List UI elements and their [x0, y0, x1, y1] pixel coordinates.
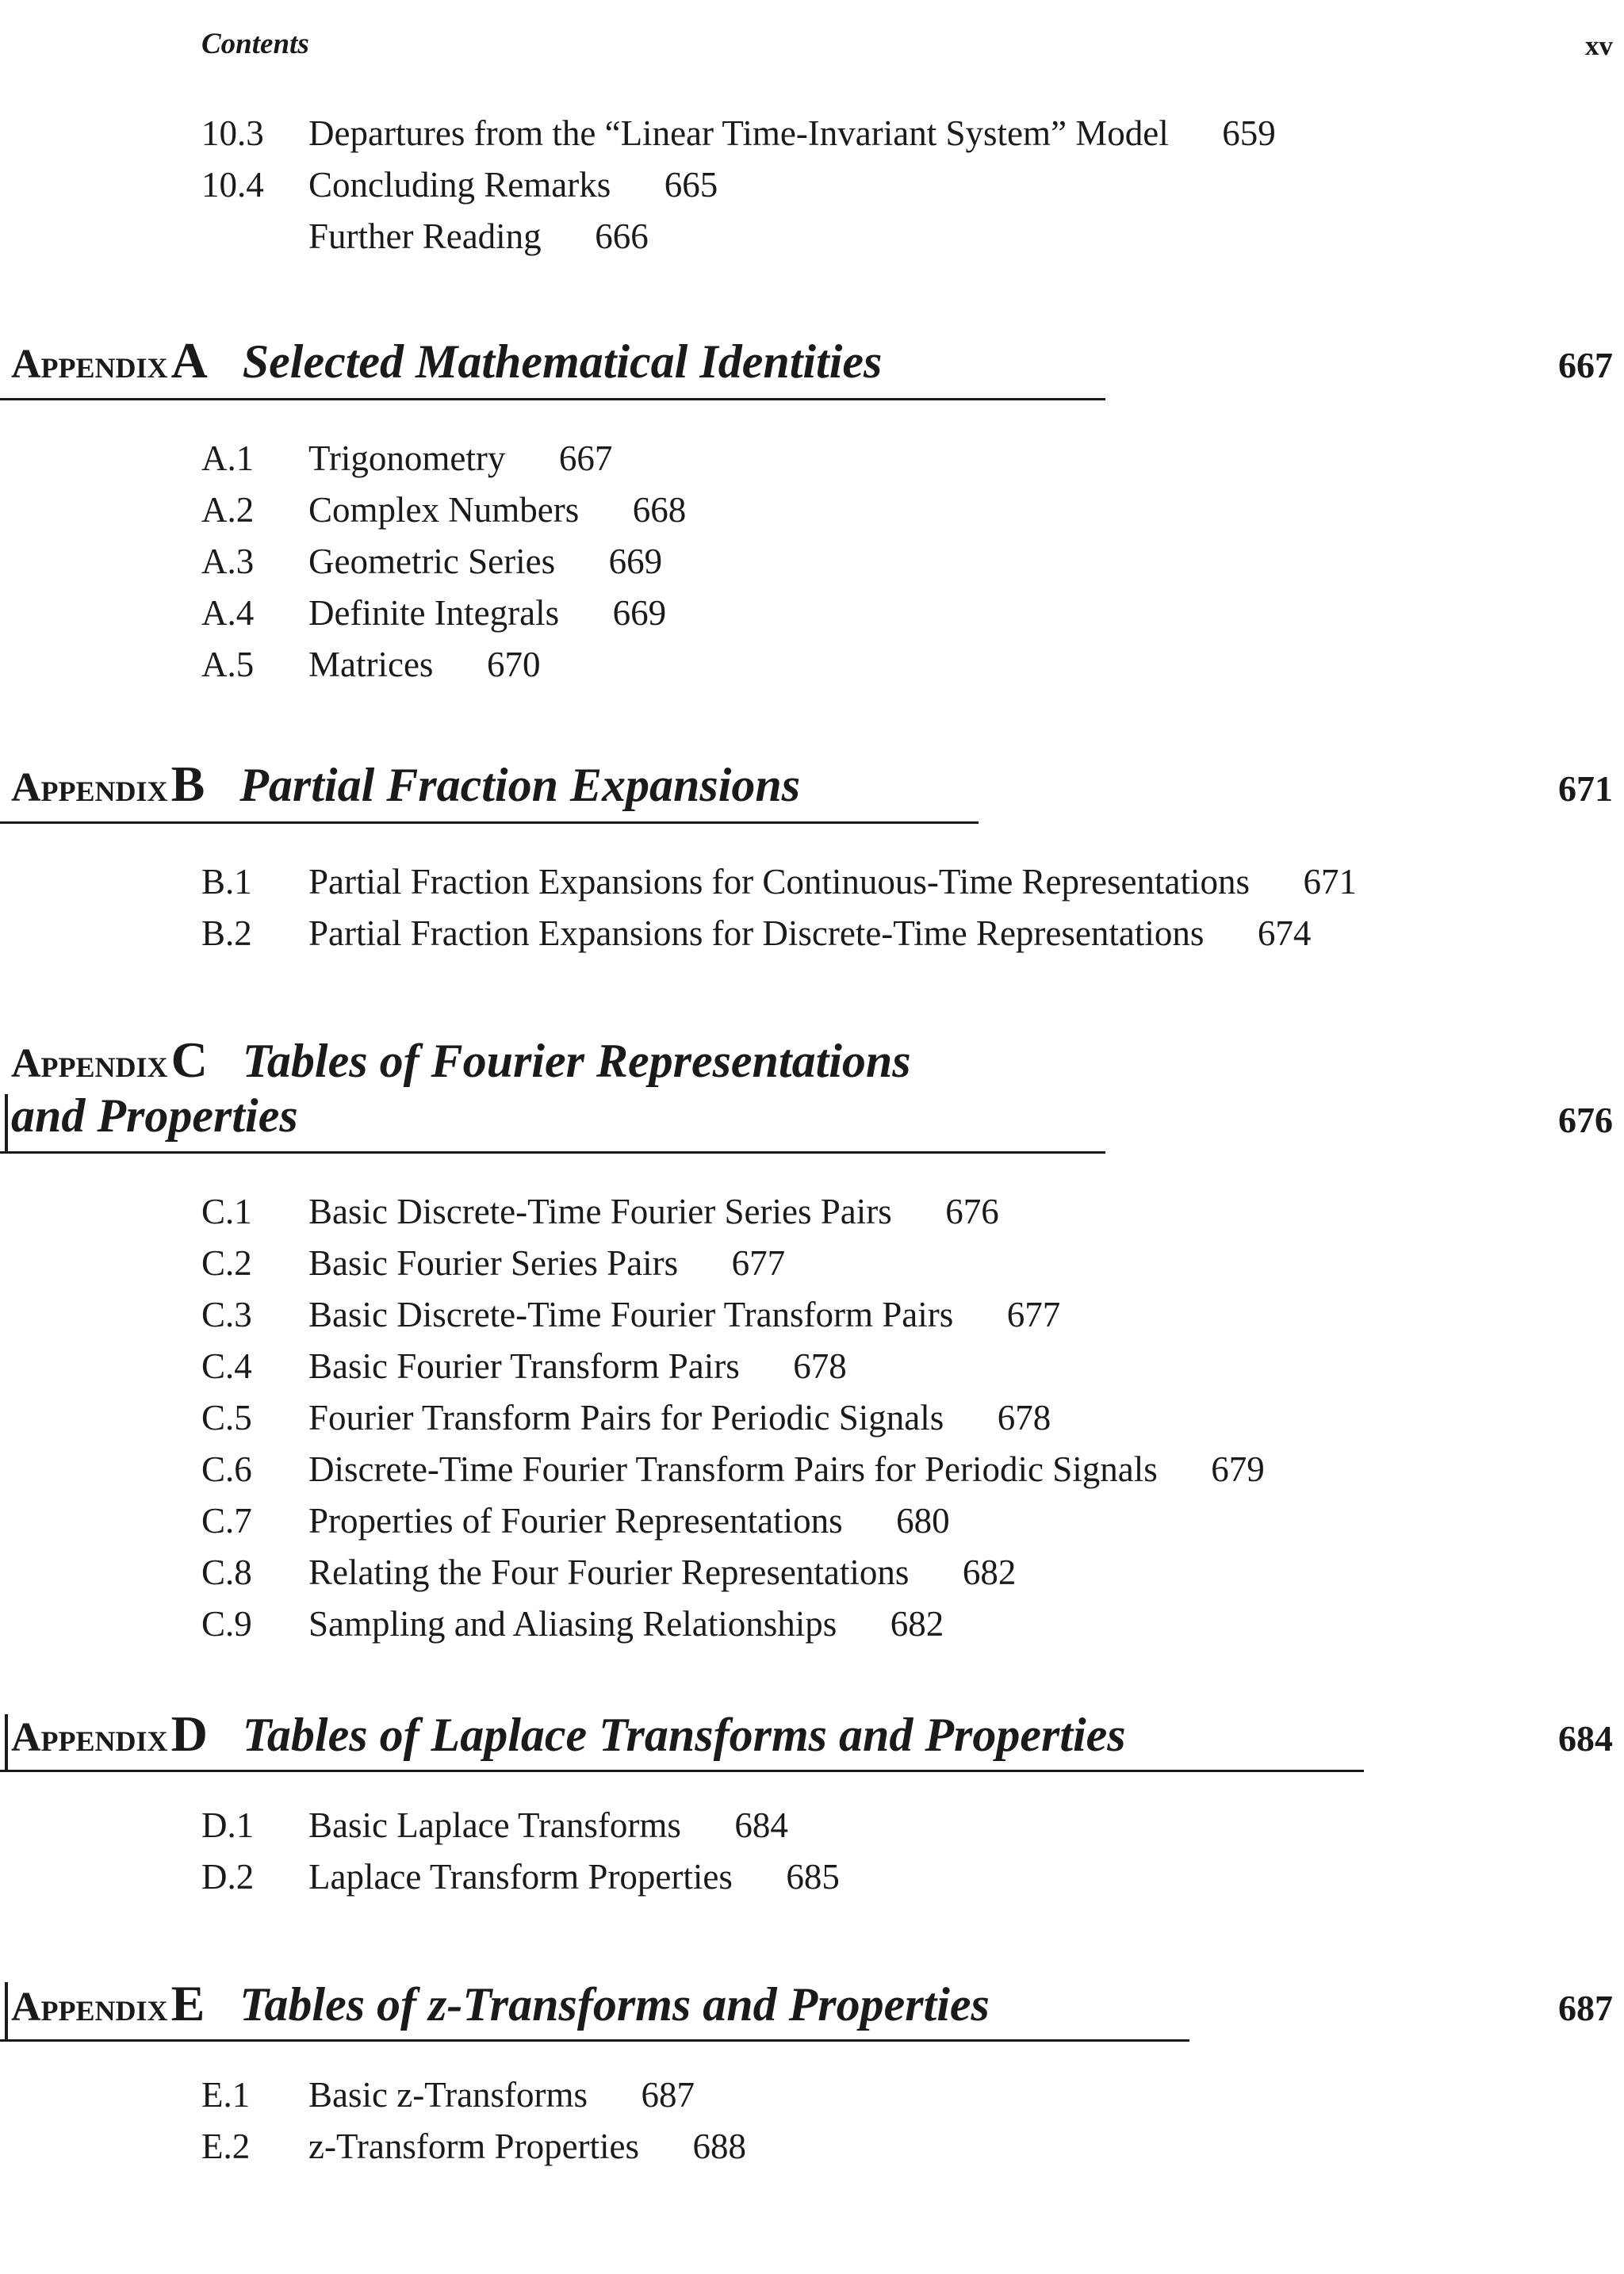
entry-title: Complex Numbers 668	[308, 490, 687, 530]
entry-title: Concluding Remarks 665	[308, 165, 718, 205]
entry-number: C.5	[201, 1398, 252, 1438]
entry-page: 670	[486, 645, 541, 684]
entry-title: Basic Discrete-Time Fourier Series Pairs 676	[308, 1192, 999, 1231]
appendix-a-page: 667	[1558, 345, 1613, 385]
entry-title: Matrices 670	[308, 645, 541, 684]
appendix-letter: A	[170, 332, 208, 389]
entry-number: C.6	[201, 1449, 252, 1489]
entry-number: C.8	[201, 1552, 252, 1592]
appendix-b-page: 671	[1558, 768, 1613, 809]
appendix-c-rule	[0, 1151, 1105, 1154]
appendix-a-heading[interactable]	[11, 333, 882, 402]
entry-number: D.2	[201, 1857, 255, 1897]
entry-title: Basic Fourier Series Pairs 677	[308, 1243, 786, 1283]
entry-page: 688	[692, 2127, 747, 2166]
entry-number: D.1	[201, 1805, 255, 1845]
entry-number: A.2	[201, 490, 255, 530]
entry-title: Fourier Transform Pairs for Periodic Signals 678	[308, 1398, 1051, 1438]
entry-number: C.4	[201, 1346, 252, 1386]
appendix-letter: D	[170, 1706, 208, 1762]
entry-number: C.1	[201, 1192, 252, 1231]
entry-page: 677	[731, 1243, 786, 1283]
entry-title: Basic Fourier Transform Pairs 678	[308, 1346, 847, 1386]
entry-title: Basic Laplace Transforms 684	[308, 1805, 788, 1845]
entry-page: 668	[632, 490, 687, 530]
entry-page: 687	[641, 2075, 695, 2115]
entry-number: C.9	[201, 1604, 252, 1644]
entry-title: Geometric Series 669	[308, 542, 663, 581]
entry-number: B.1	[201, 862, 252, 902]
appendix-title: Selected Mathematical Identities	[242, 335, 883, 388]
appendix-label: Appendix	[11, 1041, 168, 1086]
entry-page: 682	[890, 1604, 944, 1644]
appendix-letter: B	[170, 756, 205, 812]
entry-title: Trigonometry 667	[308, 438, 613, 478]
appendix-label: Appendix	[11, 1985, 168, 2030]
entry-title: Laplace Transform Properties 685	[308, 1857, 840, 1897]
appendix-label: Appendix	[11, 342, 168, 387]
entry-number: A.1	[201, 438, 255, 478]
appendix-b-heading[interactable]	[11, 756, 800, 825]
appendix-title: Partial Fraction Expansions	[239, 759, 801, 811]
appendix-label: Appendix	[11, 765, 168, 810]
appendix-title: Tables of Laplace Transforms and Properties	[242, 1709, 1126, 1761]
appendix-title: Tables of Fourier Representations	[242, 1035, 911, 1087]
entry-number: C.7	[201, 1501, 252, 1541]
appendix-e-rule	[0, 2039, 1189, 2042]
entry-title: z-Transform Properties 688	[308, 2127, 747, 2166]
entry-title: Partial Fraction Expansions for Discrete-Time Representations 674	[308, 913, 1312, 953]
entry-number: A.4	[201, 593, 255, 633]
entry-page: 666	[595, 216, 649, 256]
entry-title: Departures from the “Linear Time-Invariant System” Model 659	[308, 113, 1276, 153]
entry-number: 10.4	[201, 165, 264, 205]
entry-page: 671	[1303, 862, 1357, 902]
entry-page: 665	[664, 165, 718, 205]
appendix-d-page: 684	[1558, 1718, 1613, 1759]
appendix-a-rule	[0, 398, 1105, 400]
entry-title: Properties of Fourier Representations 680	[308, 1501, 950, 1541]
page-number: xv	[1585, 30, 1613, 61]
entry-page: 659	[1222, 113, 1276, 153]
entry-page: 678	[997, 1398, 1051, 1438]
entry-title: Basic z-Transforms 687	[308, 2075, 695, 2115]
appendix-letter: C	[170, 1032, 208, 1088]
running-head: Contents	[201, 28, 309, 60]
appendix-c-margin-bar	[5, 1094, 8, 1154]
entry-page: 678	[793, 1346, 847, 1386]
entry-title: Basic Discrete-Time Fourier Transform Pairs 677	[308, 1295, 1061, 1334]
entry-page: 677	[1006, 1295, 1061, 1334]
entry-page: 680	[896, 1501, 950, 1541]
entry-page: 684	[734, 1805, 788, 1845]
entry-number: E.2	[201, 2127, 251, 2166]
appendix-e-page: 687	[1558, 1988, 1613, 2028]
appendix-label: Appendix	[11, 1715, 168, 1760]
appendix-b-rule	[0, 821, 979, 824]
entry-number: A.5	[201, 645, 255, 684]
entry-title: Discrete-Time Fourier Transform Pairs for Periodic Signals 679	[308, 1449, 1265, 1489]
entry-page: 685	[786, 1857, 840, 1897]
entry-title: Further Reading 666	[308, 216, 649, 256]
entry-number: 10.3	[201, 113, 264, 153]
appendix-d-rule	[0, 1770, 1364, 1772]
entry-page: 676	[945, 1192, 999, 1231]
entry-title: Partial Fraction Expansions for Continuous-Time Representations 671	[308, 862, 1357, 902]
appendix-d-heading[interactable]	[11, 1706, 1126, 1775]
appendix-letter: E	[170, 1975, 205, 2031]
entry-page: 679	[1211, 1449, 1265, 1489]
appendix-e-heading[interactable]	[11, 1976, 990, 2045]
appendix-c-page: 676	[1558, 1100, 1613, 1140]
entry-page: 669	[612, 593, 667, 633]
appendix-title-continued: and Properties	[11, 1089, 298, 1142]
entry-title: Definite Integrals 669	[308, 593, 667, 633]
entry-number: C.2	[201, 1243, 252, 1283]
appendix-d-margin-bar	[5, 1714, 8, 1771]
entry-number: A.3	[201, 542, 255, 581]
appendix-c-heading-line2	[11, 1088, 298, 1156]
appendix-e-margin-bar	[5, 1982, 8, 2041]
entry-number: B.2	[201, 913, 252, 953]
appendix-title: Tables of z-Transforms and Properties	[239, 1978, 990, 2031]
entry-page: 674	[1257, 913, 1312, 953]
entry-number: C.3	[201, 1295, 252, 1334]
entry-page: 682	[962, 1552, 1017, 1592]
entry-title: Relating the Four Fourier Representations 682	[308, 1552, 1017, 1592]
entry-page: 669	[608, 542, 663, 581]
entry-title: Sampling and Aliasing Relationships 682	[308, 1604, 944, 1644]
entry-number: E.1	[201, 2075, 251, 2115]
entry-page: 667	[558, 438, 613, 478]
